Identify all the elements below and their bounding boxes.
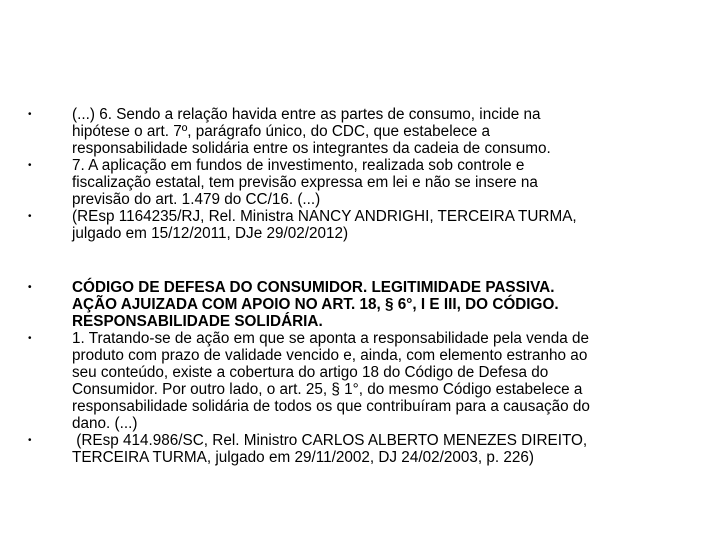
text-line: Consumidor. Por outro lado, o art. 25, § 1°, do mesmo Código estabelece a: [72, 381, 583, 398]
heading-item: [28, 279, 688, 330]
text-line: responsabilidade solidária entre os integrantes da cadeia de consumo.: [72, 140, 551, 157]
bullet-icon: •: [28, 211, 32, 222]
text-line: julgado em 15/12/2011, DJe 29/02/2012): [72, 225, 349, 242]
text-line: (REsp 1164235/RJ, Rel. Ministra NANCY ANDRIGHI, TERCEIRA TURMA,: [72, 208, 577, 225]
text-line: 1. Tratando-se de ação em que se aponta a responsabilidade pela venda de: [72, 330, 590, 347]
text-line: previsão do art. 1.479 do CC/16. (...): [72, 191, 321, 208]
bullet-icon: •: [28, 160, 32, 171]
text-line: AÇÃO AJUIZADA COM APOIO NO ART. 18, § 6°, I E III, DO CÓDIGO.: [72, 296, 559, 313]
paragraph-item: [28, 106, 688, 157]
text-line: produto com prazo de validade vencido e, ainda, com elemento estranho ao: [72, 347, 588, 364]
jurisprudence-block-1: [28, 106, 688, 242]
bullet-icon: •: [28, 435, 32, 446]
text-line: dano. (...): [72, 415, 138, 432]
text-line: CÓDIGO DE DEFESA DO CONSUMIDOR. LEGITIMIDADE PASSIVA.: [72, 279, 555, 296]
text-line: responsabilidade solidária de todos os que contribuíram para a causação do: [72, 398, 590, 415]
text-line: 7. A aplicação em fundos de investimento, realizada sob controle e: [72, 157, 525, 174]
text-line: RESPONSABILIDADE SOLIDÁRIA.: [72, 313, 323, 330]
paragraph-item: [28, 330, 688, 432]
text-line: seu conteúdo, existe a cobertura do artigo 18 do Código de Defesa do: [72, 364, 549, 381]
paragraph-item: [28, 208, 688, 242]
bullet-icon: •: [28, 282, 32, 293]
paragraph-item: [28, 157, 688, 208]
text-line: (...) 6. Sendo a relação havida entre as partes de consumo, incide na: [72, 106, 541, 123]
bullet-icon: •: [28, 109, 32, 120]
text-line: (REsp 414.986/SC, Rel. Ministro CARLOS ALBERTO MENEZES DIREITO,: [72, 432, 588, 449]
text-line: hipótese o art. 7º, parágrafo único, do CDC, que estabelece a: [72, 123, 491, 140]
text-line: fiscalização estatal, tem previsão expressa em lei e não se insere na: [72, 174, 538, 191]
text-line: TERCEIRA TURMA, julgado em 29/11/2002, DJ 24/02/2003, p. 226): [72, 449, 534, 466]
bullet-icon: •: [28, 333, 32, 344]
jurisprudence-block-2: [28, 279, 688, 466]
paragraph-item: [28, 432, 688, 466]
